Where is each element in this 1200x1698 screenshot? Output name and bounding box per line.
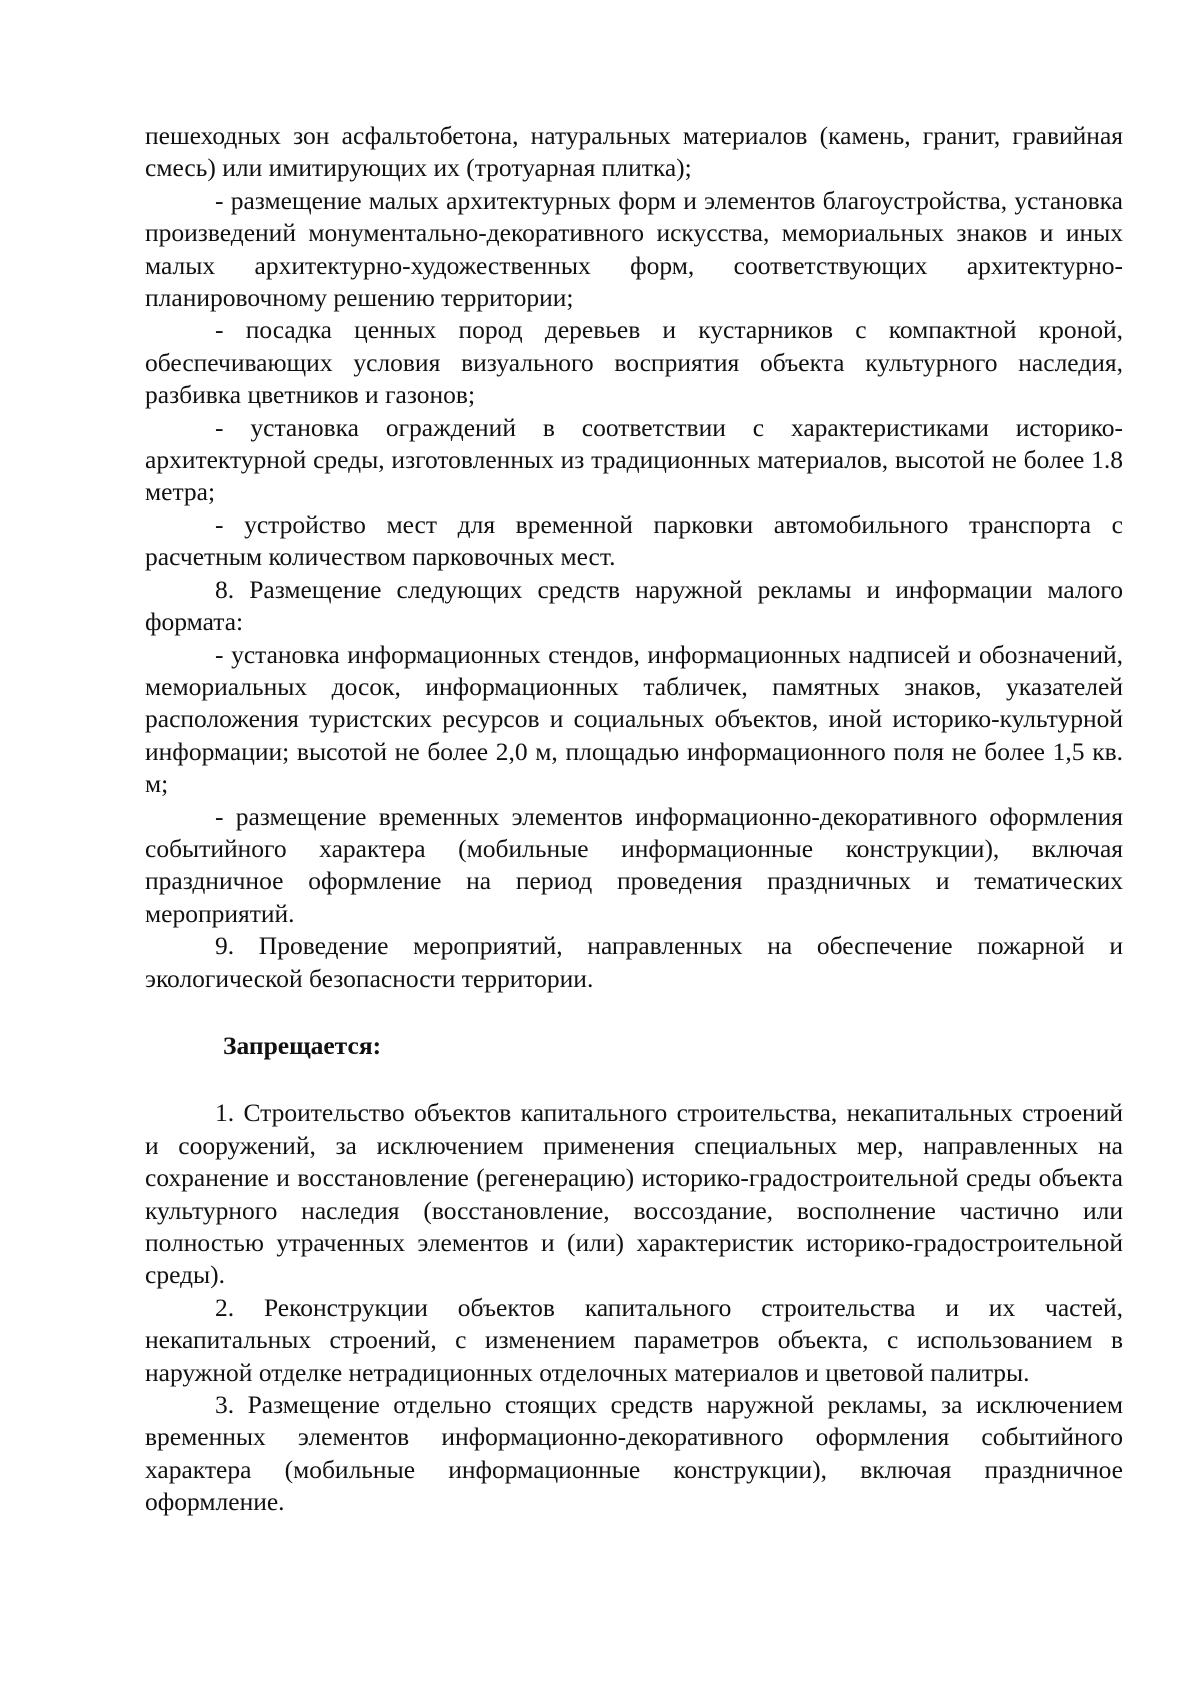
list-item-fences: - установка ограждений в соответствии с характеристиками историко-архитектурной среды, изготовленных из традиционных материалов, высотой не более 1.8 метра; xyxy=(145,412,1123,507)
section-heading-prohibited: Запрещается: xyxy=(223,1030,382,1060)
prohibited-item-2: 2. Реконструкции объектов капитального строительства и их частей, некапитальных строений, с изменением параметров объекта, с использованием в наружной отделке нетрадиционных отделочных материалов и цветовой палитры. xyxy=(145,1292,1123,1387)
list-item-parking: - устройство мест для временной парковки автомобильного транспорта с расчетным количеством парковочных мест. xyxy=(145,509,1123,572)
list-item-tree-planting: - посадка ценных пород деревьев и кустарников с компактной кроной, обеспечивающих условия визуального восприятия объекта культурного наследия, разбивка цветников и газонов; xyxy=(145,315,1123,410)
list-item-information-stands: - установка информационных стендов, информационных надписей и обозначений, мемориальных досок, информационных табличек, памятных знаков, указателей расположения туристских ресурсов и социальных объектов, иной историко-культурной информации; высотой не более 2,0 м, площадью информационного поля не более 1,5 кв. м; xyxy=(145,639,1123,799)
numbered-item-8: 8. Размещение следующих средств наружной рекламы и информации малого формата: xyxy=(145,574,1123,637)
prohibited-item-3: 3. Размещение отдельно стоящих средств наружной рекламы, за исключением временных элементов информационно-декоративного оформления событийного характера (мобильные информационные конструкции), включая праздничное оформление. xyxy=(145,1390,1123,1517)
document-body xyxy=(145,120,1123,1519)
prohibited-item-1: 1. Строительство объектов капитального строительства, некапитальных строений и сооружений, за исключением применения специальных мер, направленных на сохранение и восстановление (регенерацию) историко-градостроительной среды объекта культурного наследия (восстановление, воссоздание, восполнение частично или полностью утраченных элементов и (или) характеристик историко-градостроительной среды). xyxy=(145,1098,1123,1290)
list-item-temporary-decor: - размещение временных элементов информационно-декоративного оформления событийного характера (мобильные информационные конструкции), включая праздничное оформление на период проведения праздничных и тематических мероприятий. xyxy=(145,801,1123,928)
list-item-small-architectural-forms: - размещение малых архитектурных форм и элементов благоустройства, установка произведений монументально-декоративного искусства, мемориальных знаков и иных малых архитектурно-художественных форм, соответствующих архитектурно-планировочному решению территории; xyxy=(145,185,1123,313)
paragraph-continuation: пешеходных зон асфальтобетона, натуральных материалов (камень, гранит, гравийная смесь) или имитирующих их (тротуарная плитка); xyxy=(145,121,1123,183)
numbered-item-9: 9. Проведение мероприятий, направленных на обеспечение пожарной и экологической безопасности территории. xyxy=(145,931,1123,993)
